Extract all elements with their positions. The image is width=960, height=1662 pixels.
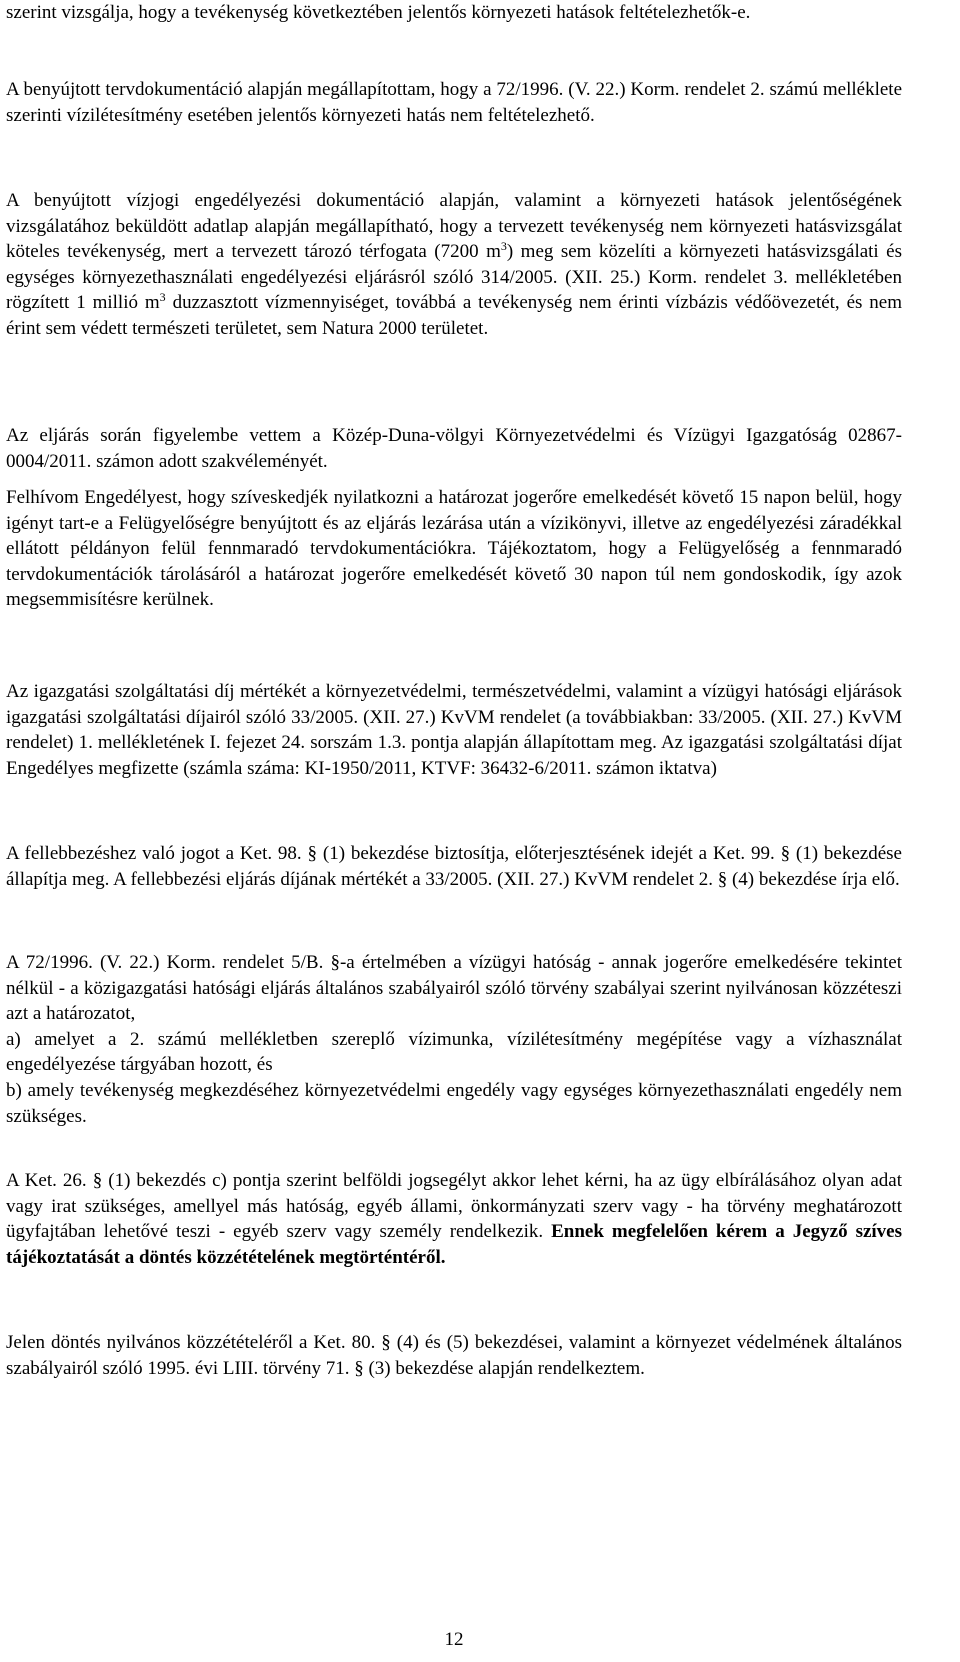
paragraph-jogsegely: [6, 1168, 902, 1270]
paragraph-tervdokumentacio: A benyújtott tervdokumentáció alapján megállapítottam, hogy a 72/1996. (V. 22.) Korm. rendelet 2. számú melléklete szerinti vízilétesítmény esetében jelentős környezeti hatás nem feltételezhető.: [6, 79, 902, 126]
list-item-a: a) amelyet a 2. számú mellékletben szereplő vízimunka, vízilétesítmény megépítése vagy a vízhasználat engedélyezése tárgyában hozott, és: [6, 1028, 902, 1076]
list-item-b: b) amely tevékenység megkezdéséhez környezetvédelmi engedély vagy egységes környezethasználati engedély nem szükséges.: [6, 1079, 902, 1127]
paragraph-vizjogi: [6, 188, 902, 342]
paragraph-dij: Az igazgatási szolgáltatási díj mértékét a környezetvédelmi, természetvédelmi, valamint a vízügyi hatósági eljárások igazgatási szolgáltatási díjairól szóló 33/2005. (XII. 27.) KvVM rendelet (a továbbiakban: 33/2005. (XII. 27.) KvVM rendelet) 1. mellékletének I. fejezet 24. sorszám 1.3. pontja alapján állapítottam meg. Az igazgatási szolgáltatási díjat Engedélyes megfizette (számla száma: KI-1950/2011, KTVF: 36432-6/2011. számon iktatva): [6, 681, 902, 779]
paragraph-jogsegely-bold: Ennek megfelelően kérem a Jegyző szíves tájékoztatását a döntés közzétételének megtörténtéről.: [6, 1221, 902, 1268]
superscript-cubic-1: 3: [500, 239, 507, 254]
paragraph-szakvelemeny: Az eljárás során figyelembe vettem a Közép-Duna-völgyi Környezetvédelmi és Vízügyi Igazgatóság 02867-0004/2011. számon adott szakvéleményét.: [6, 425, 902, 472]
paragraph-felhivom: Felhívom Engedélyest, hogy szíveskedjék nyilatkozni a határozat jogerőre emelkedését követő 15 napon belül, hogy igényt tart-e a Felügyelőségre benyújtott és az eljárás lezárása után a vízikönyvi, illetve az engedélyezési záradékkal ellátott példányon felül fennmaradó tervdokumentációkra. Tájékoztatom, hogy a Felügyelőség a fennmaradó tervdokumentációk tárolásáról a határozat jogerőre emelkedését követő 30 napon túl nem gondoskodik, így azok megsemmisítésre kerülnek.: [6, 487, 902, 611]
paragraph-kozzetetel-intro: A 72/1996. (V. 22.) Korm. rendelet 5/B. §-a értelmében a vízügyi hatóság - annak jogerőre emelkedésére tekintet nélkül - a közigazgatási hatósági eljárás általános szabályairól szóló törvény szabályai szerint nyilvánosan közzéteszi azt a határozatot,: [6, 952, 902, 1025]
page-number: 12: [444, 1629, 464, 1650]
superscript-cubic-2: 3: [159, 290, 166, 305]
paragraph-jogsegely-text: A Ket. 26. § (1) bekezdés c) pontja szerint belföldi jogsegélyt akkor lehet kérni, ha az ügy elbírálásához olyan adat vagy irat szükséges, amellyel más hatóság, egyéb állami, önkormányzati szerv vagy - ha törvény meghatározott ügyfajtában lehetővé teszi - egyéb szerv vagy személy rendelkezik.: [6, 1170, 902, 1243]
paragraph-intro: szerint vizsgálja, hogy a tevékenység következtében jelentős környezeti hatások feltételezhetők-e.: [6, 2, 751, 23]
paragraph-vizjogi-part2: ) meg sem közelíti a környezeti hatásvizsgálati és egységes környezethasználati engedélyezési eljárásról szóló 314/2005. (XII. 25.) Korm. rendelet 3. mellékletében rögzített 1 millió m: [6, 241, 902, 314]
paragraph-vizjogi-part1: A benyújtott vízjogi engedélyezési dokumentáció alapján, valamint a környezeti hatások jelentőségének vizsgálatához beküldött adatlap alapján megállapítható, hogy a tervezett tevékenység nem környezeti hatásvizsgálat köteles tevékenység, mert a tervezett tározó térfogata (7200 m: [6, 190, 902, 263]
paragraph-fellebbezes: A fellebbezéshez való jogot a Ket. 98. § (1) bekezdése biztosítja, előterjesztésének idejét a Ket. 99. § (1) bekezdése állapítja meg. A fellebbezési eljárás díjának mértékét a 33/2005. (XII. 27.) KvVM rendelet 2. § (4) bekezdése írja elő.: [6, 843, 902, 890]
paragraph-nyilvanos: Jelen döntés nyilvános közzétételéről a Ket. 80. § (4) és (5) bekezdései, valamint a környezet védelmének általános szabályairól szóló 1995. évi LIII. törvény 71. § (3) bekezdése alapján rendelkeztem.: [6, 1332, 902, 1379]
paragraph-kozzetetel: [6, 950, 902, 1129]
paragraph-vizjogi-part3: duzzasztott vízmennyiséget, továbbá a tevékenység nem érinti vízbázis védőövezetét, és nem érint sem védett természeti területet, sem Natura 2000 területet.: [6, 292, 903, 339]
